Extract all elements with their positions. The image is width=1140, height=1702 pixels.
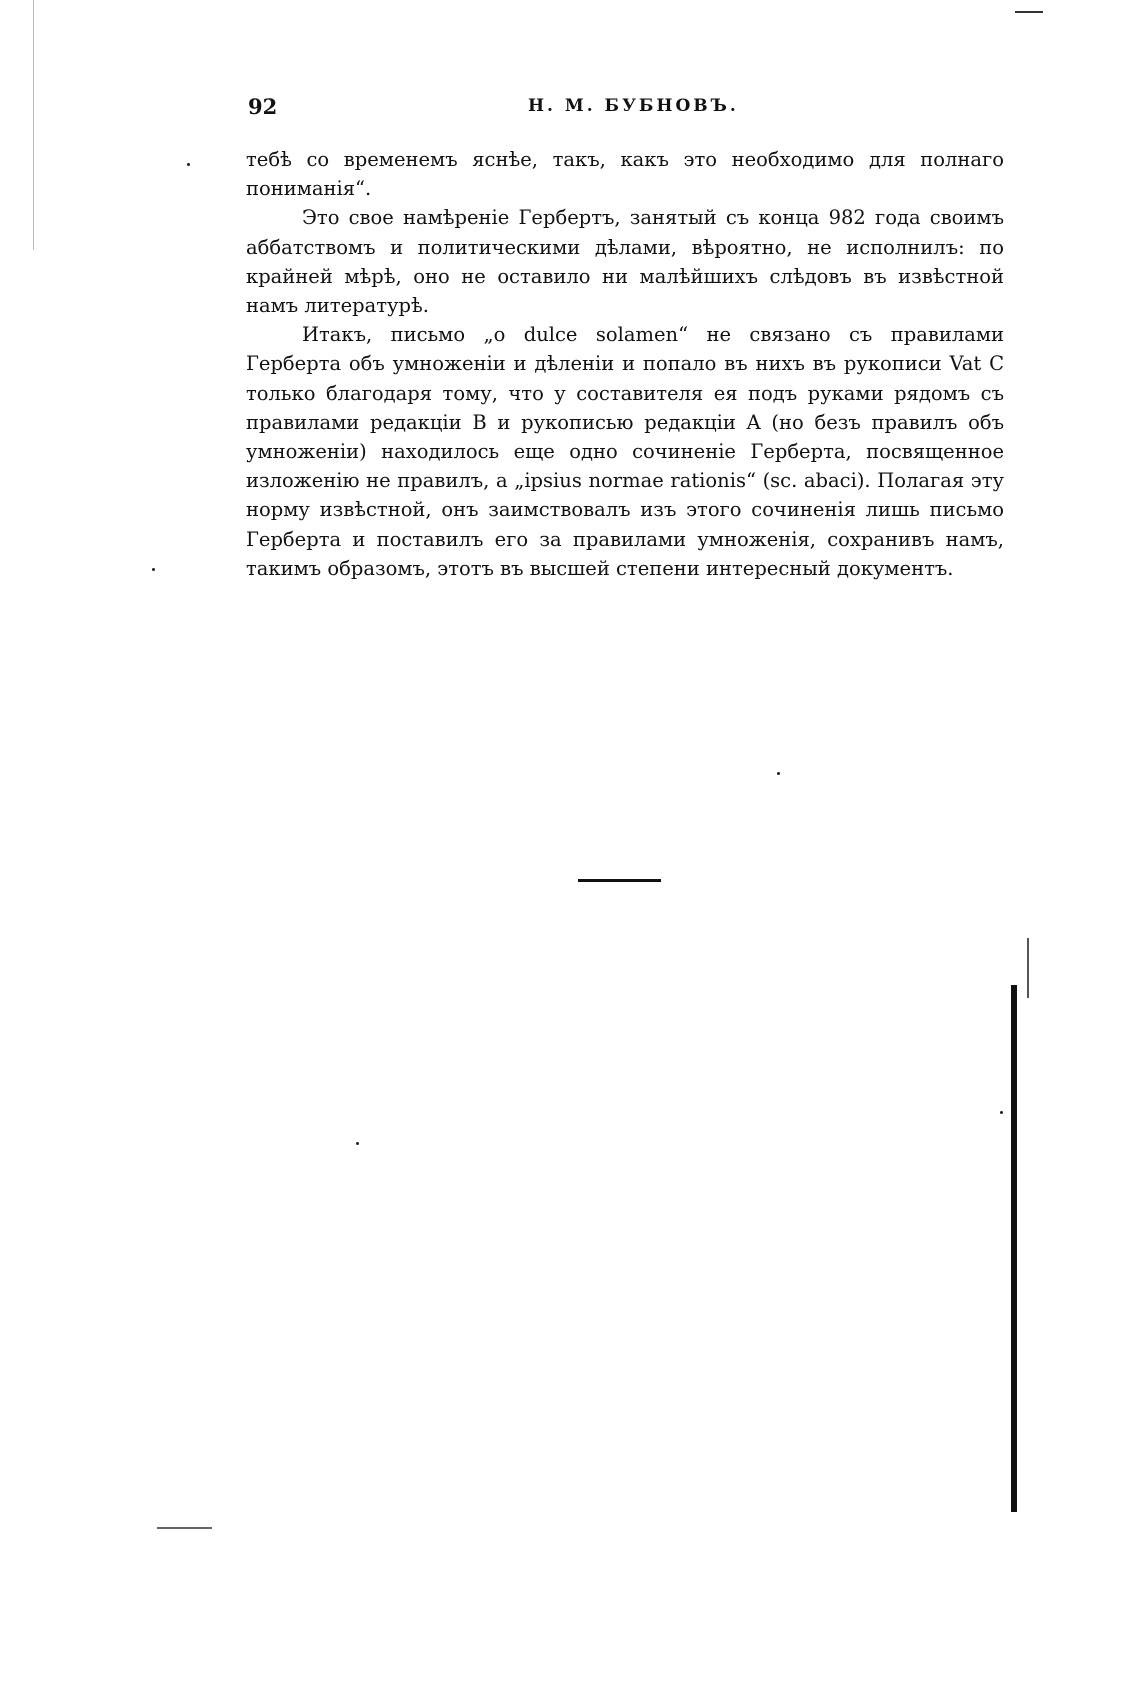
scan-edge-mark bbox=[1015, 11, 1043, 13]
paragraph-conclusion: Итакъ, письмо „o dulce solamen“ не связано съ правилами Герберта объ умноженіи и дѣленіи и попало въ нихъ въ рукописи Vat C только благодаря тому, что у составителя ея подъ руками рядомъ съ правилами редакціи B и рукописью редакціи A (но безъ правилъ объ умноженіи) находилось еще одно сочиненіе Герберта, посвященное изложенію не правилъ, а „ipsius normae rationis“ (sc. abaci). Полагая эту норму извѣстной, онъ заимствовалъ изъ этого сочиненія лишь письмо Герберта и поставилъ его за правилами умноженія, сохранивъ намъ, такимъ образомъ, этотъ въ высшей степени интересный документъ. bbox=[246, 323, 1004, 580]
scan-speck bbox=[777, 772, 780, 775]
scan-speck bbox=[1000, 1111, 1003, 1114]
page-header bbox=[248, 94, 1005, 124]
body-text bbox=[246, 145, 1004, 583]
section-end-rule bbox=[578, 879, 661, 882]
scan-edge-mark bbox=[1027, 938, 1029, 998]
scan-edge-mark bbox=[1011, 985, 1017, 1512]
paragraph-continuation: тебѣ со временемъ яснѣе, такъ, какъ это необходимо для полнаго пониманія“. bbox=[246, 148, 1004, 201]
scan-speck bbox=[152, 568, 155, 571]
running-head: Н. М. БУБНОВЪ. bbox=[528, 96, 739, 116]
scan-edge-mark bbox=[33, 0, 34, 250]
page-number: 92 bbox=[248, 94, 278, 119]
paragraph-intention: Это свое намѣреніе Гербертъ, занятый съ конца 982 года своимъ аббатствомъ и политическими дѣлами, вѣроятно, не исполнилъ: по крайней мѣрѣ, оно не оставило ни малѣйшихъ слѣдовъ въ извѣстной намъ литературѣ. bbox=[246, 206, 1004, 318]
scan-speck bbox=[356, 1142, 359, 1145]
scan-edge-mark bbox=[157, 1527, 212, 1529]
scan-speck bbox=[187, 163, 190, 166]
